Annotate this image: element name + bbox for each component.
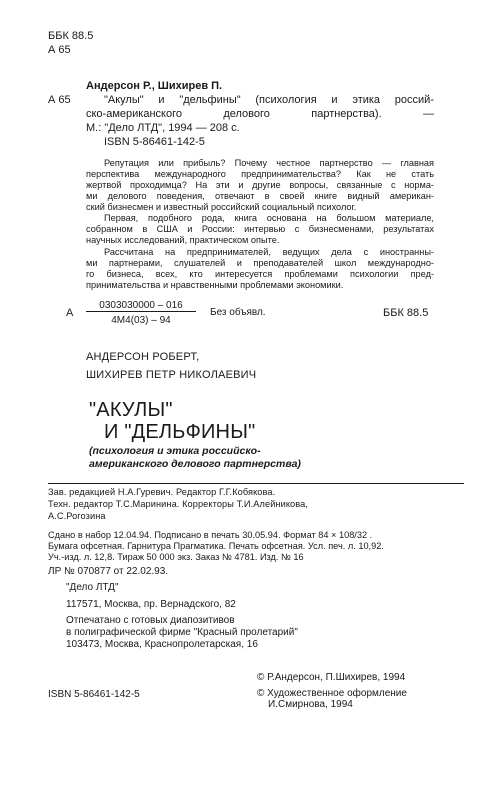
card-title-line-1: "Акулы" и "дельфины" (психология и этика россий-: [104, 94, 434, 106]
card-title-line-2: ско-американского делового партнерства). —: [86, 108, 434, 120]
author-line-2: ШИХИРЕВ ПЕТР НИКОЛАЕВИЧ: [86, 369, 257, 381]
book-title-line-1: "АКУЛЫ": [89, 399, 173, 421]
card-bbk-code: ББК 88.5: [383, 307, 429, 319]
book-subtitle-line-1: (психология и этика российско-: [89, 445, 261, 457]
author-sign-code: А 65: [48, 44, 71, 56]
annotation-line: Репутация или прибыль? Почему честное партнерство — главная: [104, 158, 434, 168]
card-author-sign: А 65: [48, 94, 71, 106]
book-subtitle-line-2: американского делового партнерства): [89, 458, 301, 470]
annotation-line: Первая, подобного рода, книга основана на большом материале,: [104, 213, 434, 223]
publisher-name: "Дело ЛТД": [66, 582, 119, 593]
annotation-line: Рассчитана на предпринимателей, ведущих дела с иностранны-: [104, 247, 434, 257]
print-data-line: Уч.-изд. л. 12,8. Тираж 50 000 экз. Заказ № 4781. Изд. № 16: [48, 552, 304, 562]
author-line-1: АНДЕРСОН РОБЕРТ,: [86, 351, 200, 363]
staff-credits-line: А.С.Рогозина: [48, 511, 106, 521]
card-title-line-3: М.: "Дело ЛТД", 1994 — 208 с.: [86, 122, 240, 134]
annotation-line: ми партнерами, слушателей и преподавателей школ международно-: [86, 258, 434, 268]
staff-credits-line: Зав. редакцией Н.А.Гуревич. Редактор Г.Г.Кобякова.: [48, 487, 276, 497]
staff-credits-line: Техн. редактор Т.С.Маринина. Корректоры Т.И.Алейникова,: [48, 499, 309, 509]
annotation-line: перспектива международного предпринимательства? Как не стать: [86, 169, 434, 179]
card-authors-heading: Андерсон Р., Шихирев П.: [86, 80, 223, 92]
print-data-line: Сдано в набор 12.04.94. Подписано в печать 30.05.94. Формат 84 × 108/32 .: [48, 530, 373, 540]
copyright-line: И.Смирнова, 1994: [268, 699, 353, 710]
printer-line: Отпечатано с готовых диапозитивов: [66, 615, 235, 626]
print-data-line: Бумага офсетная. Гарнитура Прагматика. Печать офсетная. Усл. печ. л. 10,92.: [48, 541, 384, 551]
copyright-line: © Р.Андерсон, П.Шихирев, 1994: [257, 672, 406, 683]
card-isbn: ISBN 5-86461-142-5: [104, 136, 205, 148]
no-announcement: Без объявл.: [210, 307, 266, 318]
annotation-line: го бизнеса, всех, кто интересуется проблемами психологии пред-: [86, 269, 434, 279]
formula-numerator: 0303030000 – 016: [86, 300, 196, 312]
printer-line: 103473, Москва, Краснопролетарская, 16: [66, 639, 258, 650]
book-title-line-2: И "ДЕЛЬФИНЫ": [104, 421, 256, 443]
license-number: ЛР № 070877 от 22.02.93.: [48, 566, 169, 577]
formula-denominator: 4М4(03) – 94: [111, 315, 171, 326]
annotation-line: научных исследований, практическом опыте.: [86, 235, 280, 245]
annotation-line: собранном в США и России: интервью с бизнесменами, результатах: [86, 224, 434, 234]
bbk-code: ББК 88.5: [48, 30, 94, 42]
annotation-line: жертвой проходимца? На эти и другие вопросы, связанные с норма-: [86, 180, 434, 190]
printer-line: в полиграфической фирме "Красный пролетарий": [66, 627, 298, 638]
annotation-line: ский бизнесмен и известный российский социальный психолог.: [86, 202, 357, 212]
annotation-line: ми делового поведения, отвечают в своей книге видный американ-: [86, 191, 434, 201]
annotation-line: принимательства и нравственными проблемами экономики.: [86, 280, 344, 290]
publisher-address: 117571, Москва, пр. Вернадского, 82: [66, 599, 236, 610]
copyright-line: © Художественное оформление: [257, 688, 407, 699]
footer-isbn: ISBN 5-86461-142-5: [48, 689, 140, 700]
divider-line: [48, 483, 464, 484]
formula-letter: А: [66, 307, 74, 319]
